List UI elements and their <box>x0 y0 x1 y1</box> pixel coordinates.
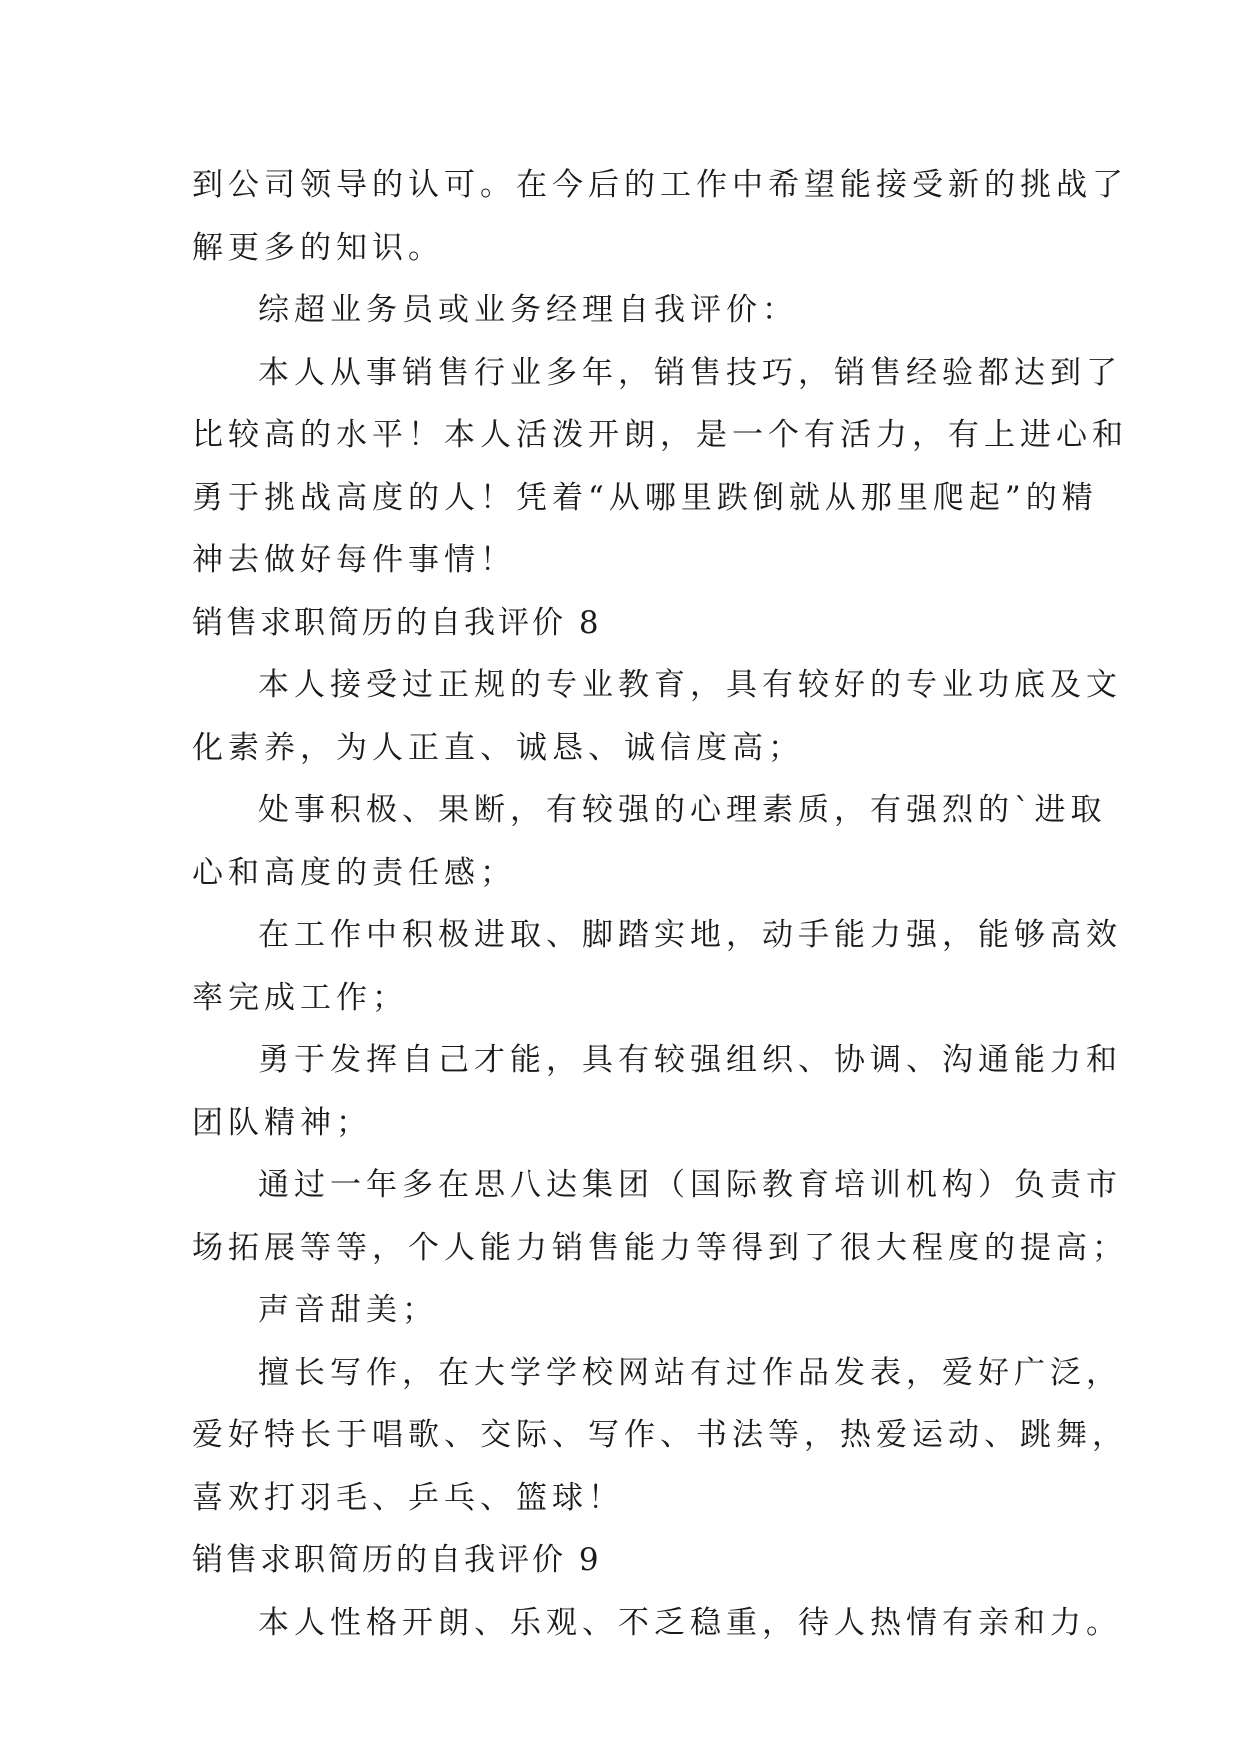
paragraph-line: 团队精神； <box>192 1104 372 1141</box>
paragraph-line: 综超业务员或业务经理自我评价： <box>258 292 798 328</box>
paragraph-line: 爱好特长于唱歌、交际、写作、书法等，热爱运动、跳舞， <box>192 1417 1128 1453</box>
paragraph-line: 擅长写作，在大学学校网站有过作品发表，爱好广泛， <box>258 1354 1122 1391</box>
document-body <box>192 154 1128 1654</box>
paragraph-line: 本人接受过正规的专业教育，具有较好的专业功底及文 <box>258 667 1122 703</box>
section-heading: 销售求职简历的自我评价 8 <box>192 604 602 641</box>
paragraph-line: 心和高度的责任感； <box>192 854 516 891</box>
paragraph-line: 到公司领导的认可。在今后的工作中希望能接受新的挑战了 <box>192 167 1128 203</box>
paragraph-line: 勇于挑战高度的人！凭着“从哪里跌倒就从那里爬起”的精 <box>192 479 1098 516</box>
paragraph-line: 处事积极、果断，有较强的心理素质，有强烈的`进取 <box>258 792 1107 828</box>
paragraph-line: 比较高的水平！本人活泼开朗，是一个有活力，有上进心和 <box>192 417 1128 453</box>
paragraph-line: 率完成工作； <box>192 979 408 1016</box>
paragraph-line: 化素养，为人正直、诚恳、诚信度高； <box>192 729 804 766</box>
paragraph-line: 喜欢打羽毛、乒乓、篮球！ <box>192 1479 624 1516</box>
paragraph-line: 勇于发挥自己才能，具有较强组织、协调、沟通能力和 <box>258 1042 1122 1078</box>
paragraph-line: 本人性格开朗、乐观、不乏稳重，待人热情有亲和力。 <box>258 1604 1122 1641</box>
section-heading: 销售求职简历的自我评价 9 <box>192 1542 602 1578</box>
paragraph-line: 本人从事销售行业多年，销售技巧，销售经验都达到了 <box>258 354 1122 391</box>
paragraph-line: 声音甜美； <box>258 1292 438 1328</box>
paragraph-line: 神去做好每件事情！ <box>192 542 516 578</box>
paragraph-line: 在工作中积极进取、脚踏实地，动手能力强，能够高效 <box>258 917 1122 953</box>
paragraph-line: 场拓展等等，个人能力销售能力等得到了很大程度的提高； <box>192 1229 1128 1266</box>
paragraph-line: 通过一年多在思八达集团（国际教育培训机构）负责市 <box>258 1167 1122 1203</box>
paragraph-line: 解更多的知识。 <box>192 229 444 266</box>
